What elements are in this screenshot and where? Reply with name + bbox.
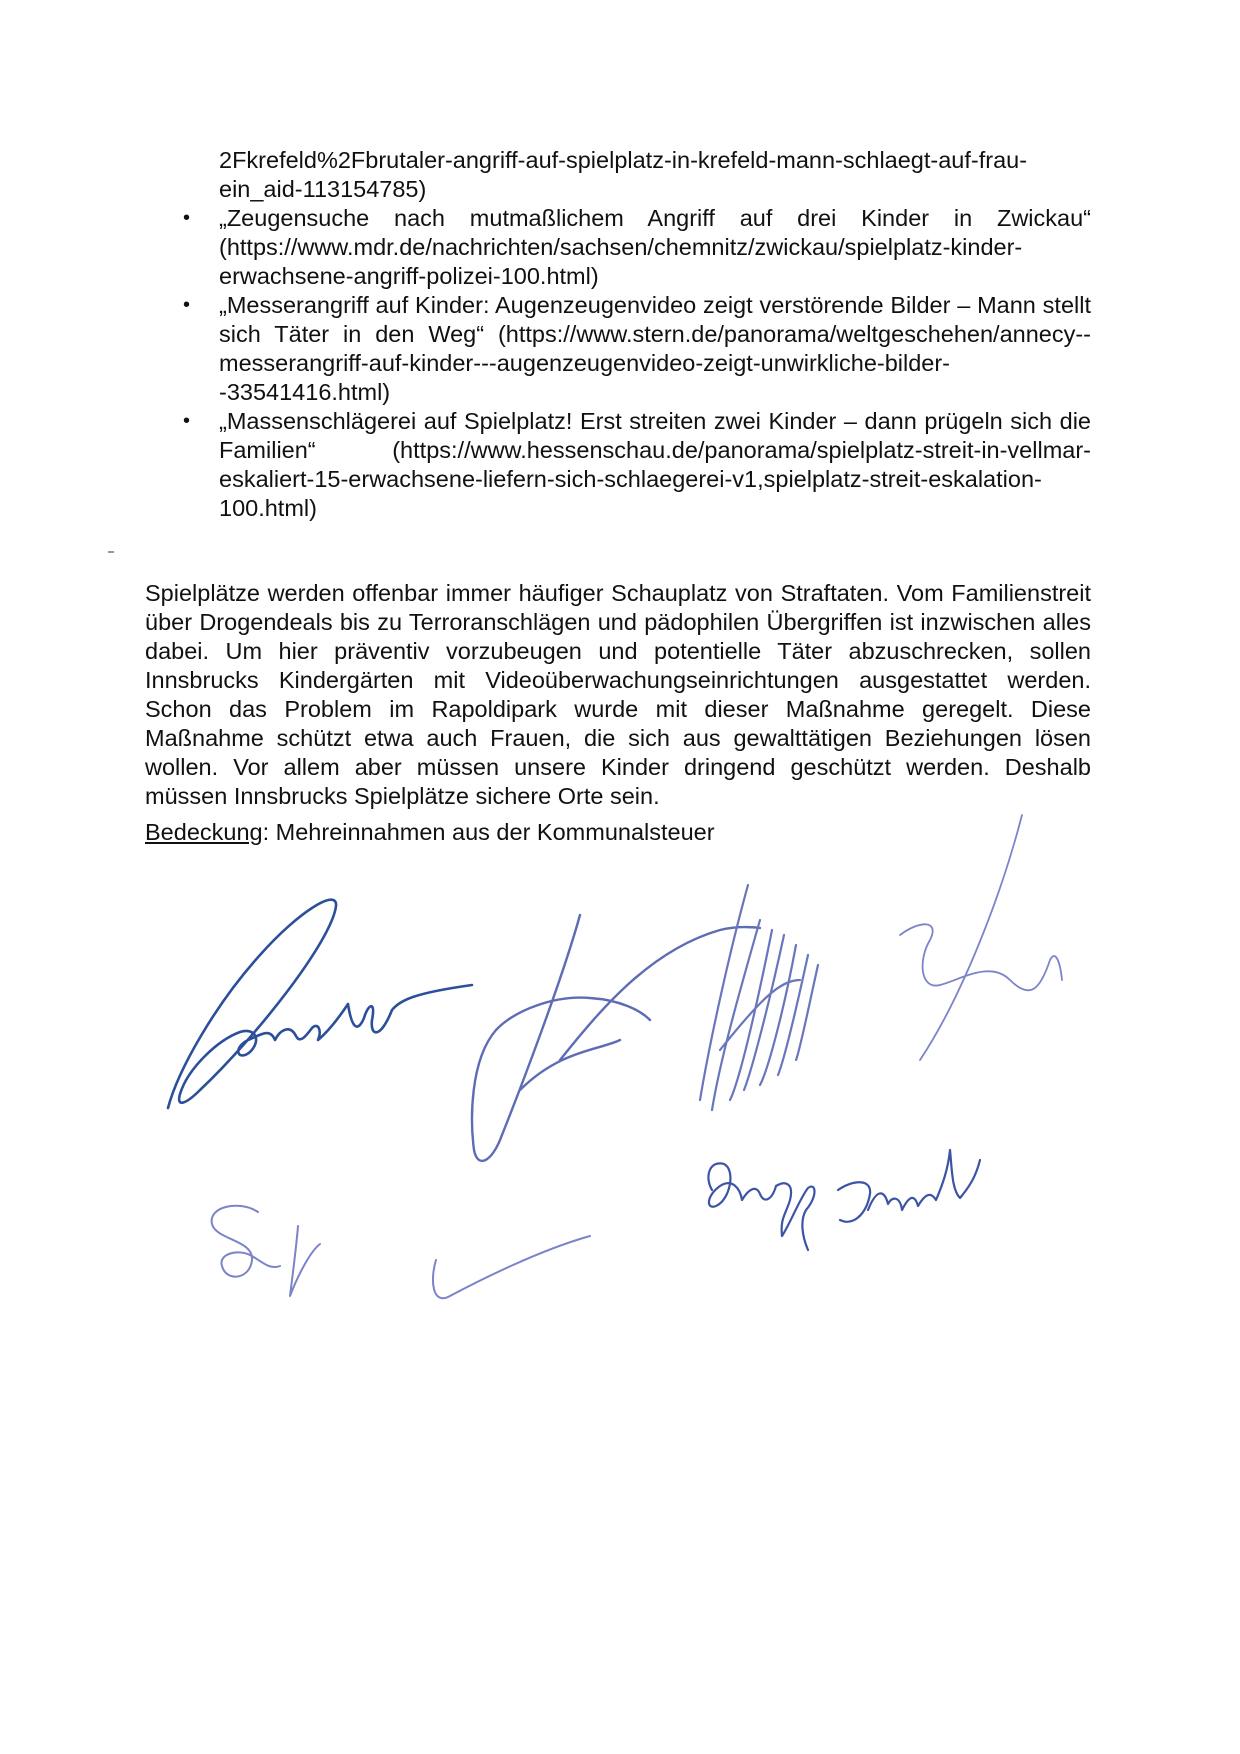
bullet: •	[183, 207, 191, 229]
signature-klampfl	[212, 1206, 590, 1298]
reference-url: (https://www.stern.de/panorama/weltgeschehen/annecy--messerangriff-auf-kinder---augenzeugenvideo-zeigt-unwirkliche-bilder--33541416.html)	[219, 321, 1091, 405]
reference-title: „Messerangriff auf Kinder: Augenzeugenvideo zeigt verstörende Bilder – Mann stellt sich Täter in den Weg“	[219, 292, 1091, 347]
bullet: •	[183, 410, 191, 432]
coverage-label: Bedeckung	[145, 819, 263, 845]
signature-krenn	[700, 885, 818, 1110]
reference-title: „Zeugensuche nach mutmaßlichem Angriff auf drei Kinder in Zwickau“	[219, 205, 1091, 231]
signature-stiefler	[472, 915, 760, 1161]
signature-lassenberger	[900, 815, 1062, 1060]
signature-sumbl	[838, 1150, 980, 1222]
coverage-text: : Mehreinnahmen aus der Kommunalsteuer	[262, 819, 715, 845]
signature-hamberger	[168, 900, 472, 1108]
continued-reference: 2Fkrefeld%2Fbrutaler-angriff-auf-spielplatz-in-krefeld-mann-schlaegt-auf-frau-ein_aid-113154785)	[219, 147, 1028, 202]
main-paragraph: Spielplätze werden offenbar immer häufiger Schauplatz von Straftaten. Vom Familienstreit über Drogendeals bis zu Terroranschlägen und pädophilen Übergriffen ist inzwischen alles dabei. Um hier präventiv vorzubeugen und potentielle Täter abzuschrecken, sollen Innsbrucks Kindergärten mit Videoüberwachungseinrichtungen ausgestattet werden. Schon das Problem im Rapoldipark wurde mit dieser Maßnahme geregelt. Diese Maßnahme schützt etwa auch Frauen, die sich aus gewalttätigen Beziehungen lösen wollen. Vor allem aber müssen unsere Kinder dringend geschützt werden. Deshalb müssen Innsbrucks Spielplätze sichere Orte sein.	[145, 579, 1091, 809]
signature-haugg	[708, 1163, 814, 1250]
bullet: •	[183, 294, 191, 316]
reference-title: „Massenschlägerei auf Spielplatz! Erst streiten zwei Kinder – dann prügeln sich die Familien“	[219, 408, 1091, 463]
reference-url: (https://www.mdr.de/nachrichten/sachsen/chemnitz/zwickau/spielplatz-kinder-erwachsene-angriff-polizei-100.html)	[219, 234, 1023, 289]
reference-url: (https://www.hessenschau.de/panorama/spielplatz-streit-in-vellmar-eskaliert-15-erwachsene-liefern-sich-schlaegerei-v1,spielplatz-streit-eskalation-100.html)	[219, 437, 1091, 521]
